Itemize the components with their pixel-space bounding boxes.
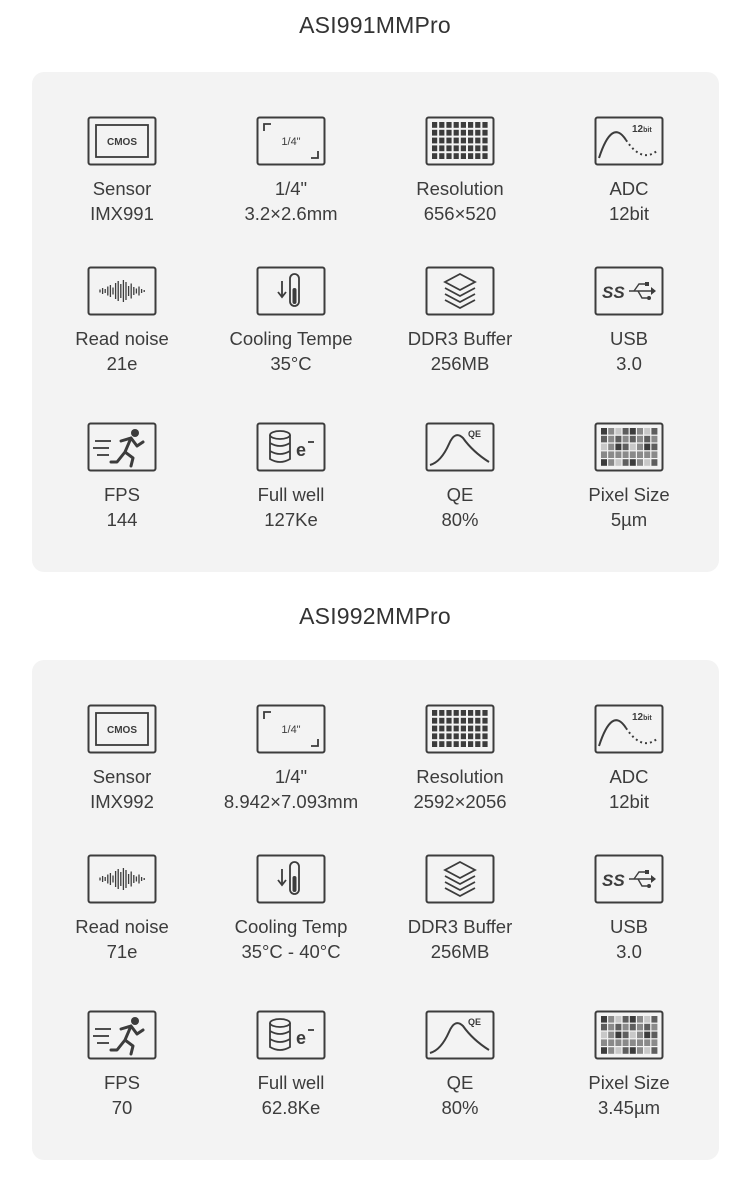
spec-label: DDR3 Buffer xyxy=(407,916,513,937)
spec-value: 2592×2056 xyxy=(413,791,507,812)
spec-value: 71e xyxy=(106,941,138,962)
spec-item xyxy=(37,266,207,376)
spec-label: Read noise xyxy=(75,916,169,937)
running-man-icon xyxy=(87,1010,157,1060)
spec-item xyxy=(37,1010,207,1120)
layers-stack-icon xyxy=(425,266,495,316)
spec-label: FPS xyxy=(104,484,140,505)
spec-item xyxy=(375,422,545,532)
spec-item xyxy=(375,854,545,964)
svg-text:CMOS: CMOS xyxy=(107,137,137,148)
spec-label: ADC xyxy=(609,766,649,787)
spec-label: Resolution xyxy=(416,178,504,199)
layers-stack-icon xyxy=(425,854,495,904)
spec-item xyxy=(544,422,714,532)
spec-grid xyxy=(32,660,719,1160)
spec-label: Resolution xyxy=(416,766,504,787)
spec-value: 256MB xyxy=(430,353,490,374)
resolution-grid-icon xyxy=(425,116,495,166)
spec-value: 5µm xyxy=(610,509,648,530)
spec-label: Pixel Size xyxy=(588,1072,670,1093)
spec-label: Read noise xyxy=(75,328,169,349)
spec-value: 3.45µm xyxy=(597,1097,661,1118)
spec-item xyxy=(375,116,545,226)
full-well-database-icon xyxy=(256,422,326,472)
spec-panel-asi992 xyxy=(32,660,719,1160)
section-title-asi992: ASI992MMPro xyxy=(299,603,451,629)
resolution-grid-icon xyxy=(425,704,495,754)
spec-label: USB xyxy=(609,328,649,349)
pixel-mosaic-icon xyxy=(594,1010,664,1060)
spec-label: ADC xyxy=(609,178,649,199)
spec-label: FPS xyxy=(104,1072,140,1093)
usb-ss-icon xyxy=(594,266,664,316)
spec-item xyxy=(206,266,376,376)
spec-value: 35°C xyxy=(270,353,312,374)
spec-item xyxy=(37,116,207,226)
spec-label: Full well xyxy=(257,484,325,505)
spec-label: USB xyxy=(609,916,649,937)
svg-text:12bit: 12bit xyxy=(632,712,652,723)
spec-label: Pixel Size xyxy=(588,484,670,505)
svg-text:12bit: 12bit xyxy=(632,124,652,135)
spec-item xyxy=(544,266,714,376)
spec-item xyxy=(206,704,376,814)
spec-value: 70 xyxy=(111,1097,133,1118)
spec-value: 80% xyxy=(441,1097,479,1118)
thermometer-icon xyxy=(256,266,326,316)
spec-item xyxy=(37,422,207,532)
svg-text:1/4": 1/4" xyxy=(281,724,301,736)
adc-curve-icon xyxy=(594,116,664,166)
spec-label: DDR3 Buffer xyxy=(407,328,513,349)
spec-item xyxy=(375,704,545,814)
spec-item xyxy=(206,116,376,226)
svg-text:e: e xyxy=(296,440,307,460)
svg-text:SS: SS xyxy=(602,283,625,302)
spec-item xyxy=(544,1010,714,1120)
spec-item xyxy=(37,704,207,814)
spec-value: 62.8Ke xyxy=(261,1097,321,1118)
spec-item xyxy=(206,854,376,964)
sensor-size-icon xyxy=(256,704,326,754)
spec-value: 656×520 xyxy=(423,203,497,224)
spec-value: IMX992 xyxy=(90,791,154,812)
svg-text:e: e xyxy=(296,1028,307,1048)
spec-label: 1/4" xyxy=(274,766,308,787)
spec-value: 3.0 xyxy=(616,941,642,962)
svg-text:QE: QE xyxy=(468,1017,482,1027)
spec-item xyxy=(544,704,714,814)
full-well-database-icon xyxy=(256,1010,326,1060)
adc-curve-icon xyxy=(594,704,664,754)
spec-label: QE xyxy=(446,1072,474,1093)
spec-value: 3.0 xyxy=(616,353,642,374)
svg-text:CMOS: CMOS xyxy=(107,725,137,736)
qe-curve-icon xyxy=(425,422,495,472)
svg-text:SS: SS xyxy=(602,871,625,890)
spec-value: 12bit xyxy=(608,791,650,812)
spec-value: 144 xyxy=(106,509,138,530)
spec-value: 80% xyxy=(441,509,479,530)
usb-ss-icon xyxy=(594,854,664,904)
spec-label: Full well xyxy=(257,1072,325,1093)
spec-label: Cooling Tempe xyxy=(229,328,353,349)
spec-item xyxy=(375,1010,545,1120)
spec-item xyxy=(375,266,545,376)
spec-value: 12bit xyxy=(608,203,650,224)
spec-value: 256MB xyxy=(430,941,490,962)
spec-label: Sensor xyxy=(92,766,152,787)
read-noise-waveform-icon xyxy=(87,854,157,904)
spec-label: QE xyxy=(446,484,474,505)
spec-panel-asi991 xyxy=(32,72,719,572)
sensor-size-icon xyxy=(256,116,326,166)
spec-label: 1/4" xyxy=(274,178,308,199)
spec-label: Cooling Temp xyxy=(234,916,348,937)
read-noise-waveform-icon xyxy=(87,266,157,316)
spec-value: 127Ke xyxy=(264,509,318,530)
qe-curve-icon xyxy=(425,1010,495,1060)
spec-value: 21e xyxy=(106,353,138,374)
spec-grid xyxy=(32,72,719,572)
spec-label: Sensor xyxy=(92,178,152,199)
pixel-mosaic-icon xyxy=(594,422,664,472)
spec-item xyxy=(206,422,376,532)
cmos-sensor-icon xyxy=(87,116,157,166)
svg-text:QE: QE xyxy=(468,429,482,439)
svg-text:1/4": 1/4" xyxy=(281,136,301,148)
spec-value: 35°C - 40°C xyxy=(241,941,341,962)
section-title-asi991: ASI991MMPro xyxy=(299,12,451,38)
spec-item xyxy=(544,116,714,226)
spec-value: 3.2×2.6mm xyxy=(244,203,338,224)
cmos-sensor-icon xyxy=(87,704,157,754)
spec-value: IMX991 xyxy=(90,203,154,224)
spec-item xyxy=(37,854,207,964)
thermometer-icon xyxy=(256,854,326,904)
spec-item xyxy=(544,854,714,964)
running-man-icon xyxy=(87,422,157,472)
spec-item xyxy=(206,1010,376,1120)
spec-value: 8.942×7.093mm xyxy=(223,791,359,812)
